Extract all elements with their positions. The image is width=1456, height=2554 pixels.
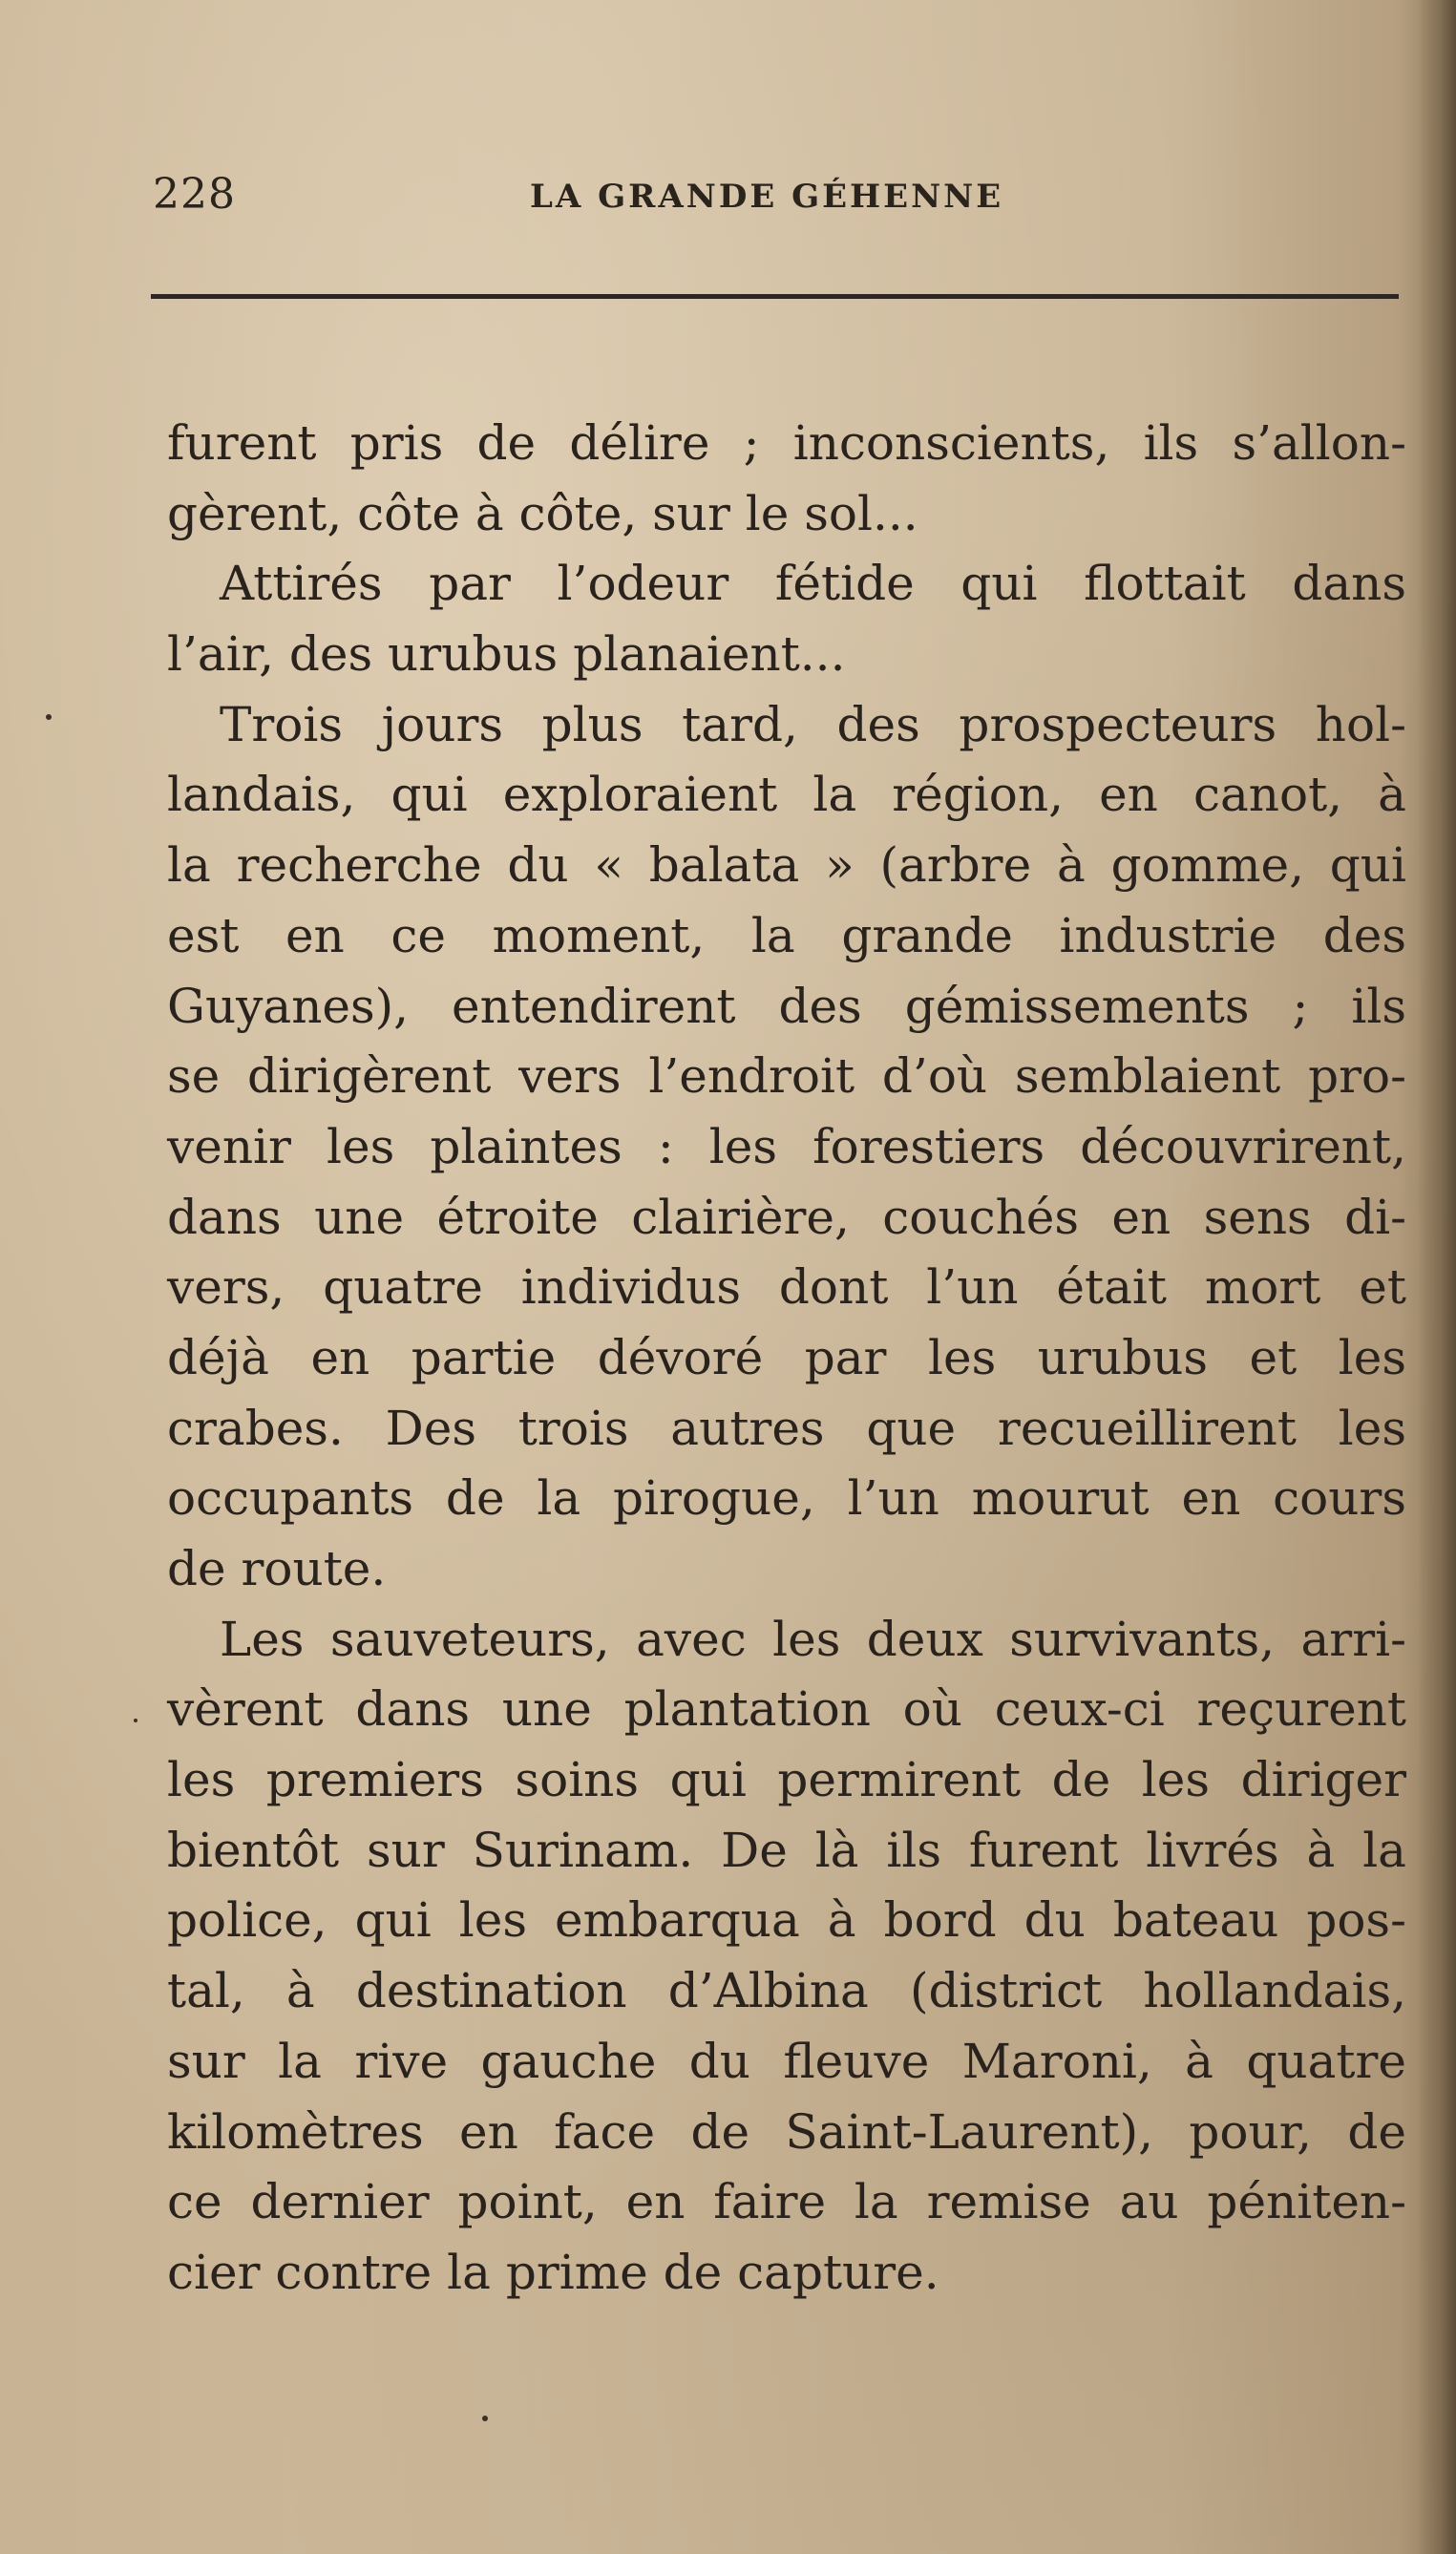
paper-speck [46, 714, 52, 720]
paper-speck [482, 2416, 488, 2421]
header-rule [151, 294, 1399, 299]
text-line: Les sauveteurs, avec les deux survivants, arri- [220, 1611, 1406, 1667]
text-line: déjà en partie dévoré par les urubus et les [167, 1329, 1406, 1385]
text-line: l’air, des urubus planaient... [167, 626, 846, 683]
text-line: kilomètres en face de Saint-Laurent), pour, de [167, 2103, 1406, 2160]
page-edge-shadow [1418, 0, 1456, 2554]
page-number: 228 [153, 170, 236, 219]
text-line: ce dernier point, en faire la remise au péniten- [167, 2174, 1406, 2230]
text-line: tal, à destination d’Albina (district hollandais, [167, 1963, 1406, 2019]
text-line: vers, quatre individus dont l’un était mort et [167, 1259, 1406, 1316]
text-line: est en ce moment, la grande industrie des [167, 907, 1406, 963]
text-line: occupants de la pirogue, l’un mourut en cours [167, 1470, 1406, 1527]
text-line: bientôt sur Surinam. De là ils furent livrés à la [167, 1822, 1406, 1878]
text-line: cier contre la prime de capture. [167, 2244, 939, 2300]
text-line: venir les plaintes : les forestiers découvrirent, [167, 1118, 1406, 1174]
text-line: dans une étroite clairière, couchés en sens di- [167, 1189, 1406, 1245]
text-line: sur la rive gauche du fleuve Maroni, à quatre [167, 2033, 1406, 2089]
text-line: gèrent, côte à côte, sur le sol... [167, 485, 918, 541]
text-line: Trois jours plus tard, des prospecteurs hol- [220, 696, 1406, 752]
body-text [167, 409, 1406, 2309]
text-line: Guyanes), entendirent des gémissements ; ils [167, 978, 1406, 1034]
text-line: Attirés par l’odeur fétide qui flottait dans [220, 556, 1406, 612]
paper-speck [134, 1719, 137, 1722]
running-title: LA GRANDE GÉHENNE [530, 178, 1004, 216]
text-line: les premiers soins qui permirent de les diriger [167, 1752, 1406, 1808]
text-line: landais, qui exploraient la région, en canot, à [167, 767, 1406, 823]
page-header [153, 170, 1394, 227]
text-line: crabes. Des trois autres que recueillirent les [167, 1400, 1406, 1456]
text-line: se dirigèrent vers l’endroit d’où semblaient pro- [167, 1048, 1406, 1105]
text-line: police, qui les embarqua à bord du bateau pos- [167, 1892, 1406, 1949]
text-line: de route. [167, 1541, 387, 1596]
text-line: la recherche du « balata » (arbre à gomme, qui [167, 837, 1406, 894]
text-line: furent pris de délire ; inconscients, ils s’allon- [167, 415, 1406, 471]
text-line: vèrent dans une plantation où ceux-ci reçurent [167, 1681, 1406, 1738]
